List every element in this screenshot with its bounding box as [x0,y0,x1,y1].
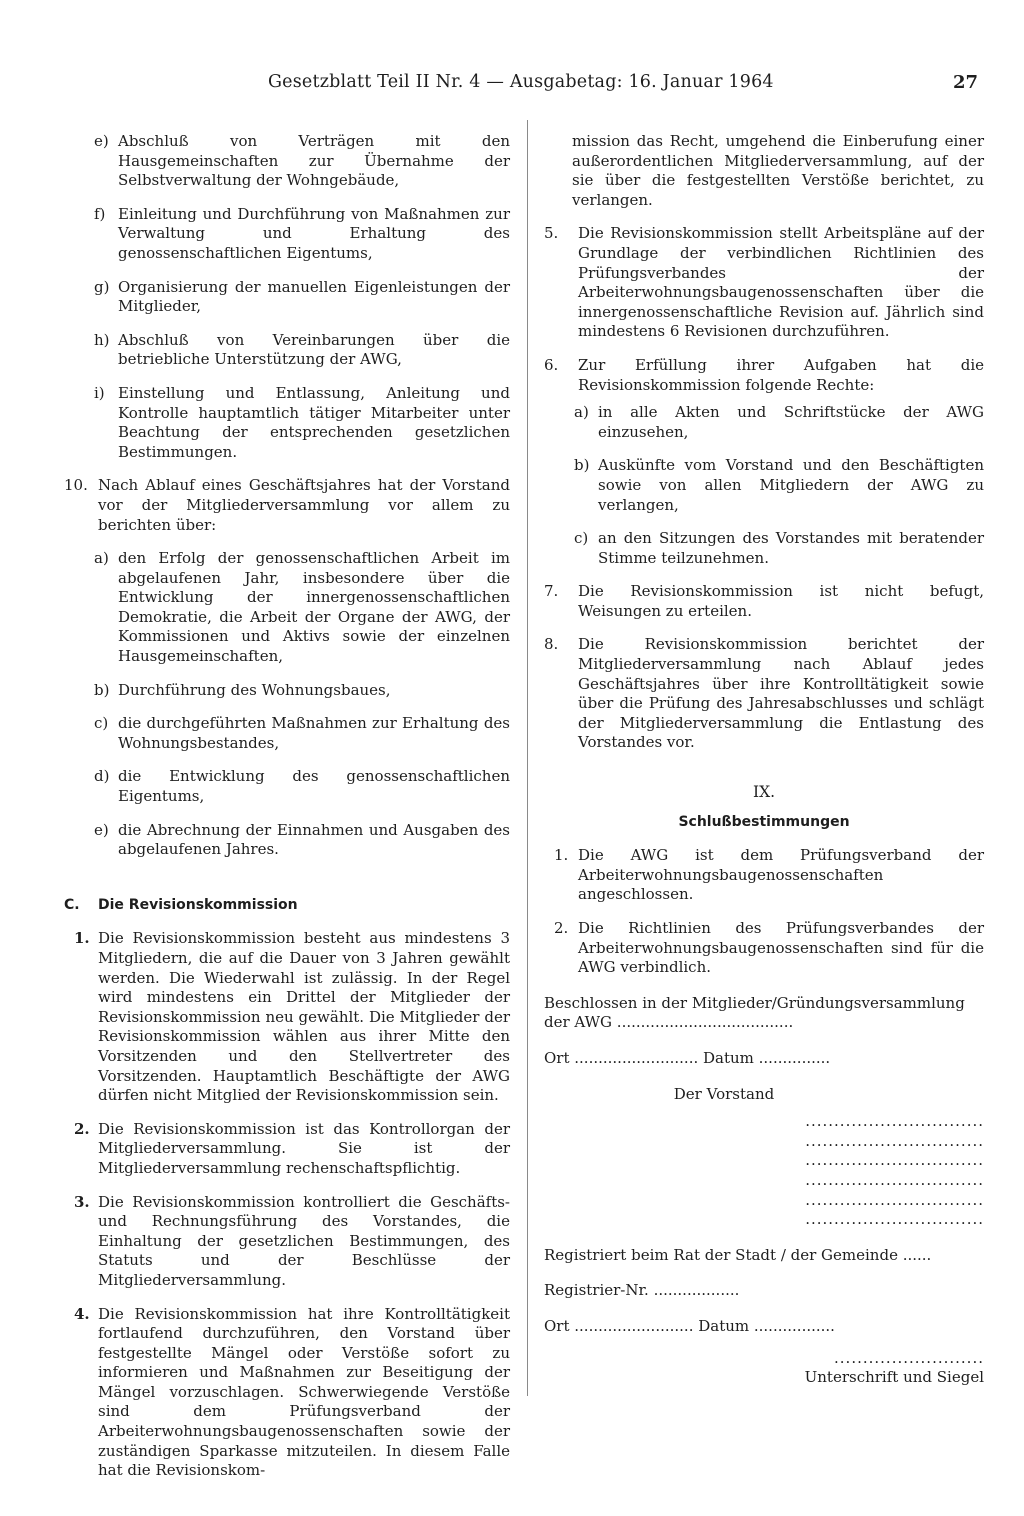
list-item [64,767,510,806]
item-label: 7. [544,582,559,601]
list-item [64,681,510,701]
item-text: Durchführung des Wohnungsbaues, [118,680,391,699]
item-text: Nach Ablauf eines Geschäftsjahres hat der Vorstand vor der Mitgliederversammlung vor allem zu berichten über: [98,476,510,534]
unterschrift-label: Unterschrift und Siegel [804,1368,984,1387]
form-registrier-nr: Registrier-Nr. .................. [544,1281,740,1300]
header-title: Gesetzblatt Teil II Nr. 4 — Ausgabetag: 16. Januar 1964 [268,72,774,92]
item-text: Die Richtlinien des Prüfungsverbandes der Arbeiterwohnungsbaugenossenschaften sind für die AWG verbindlich. [578,919,984,977]
item-label: 6. [544,355,559,374]
item-label: g) [94,277,110,296]
item-label: c) [574,529,589,548]
item-text: Abschluß von Vereinbarungen über die betriebliche Unterstützung der AWG, [118,330,510,369]
item-text: Die Revisionskommission stellt Arbeitspläne auf der Grundlage der verbindlichen Richtlinien des Prüfungsverbandes der Arbeiterwohnungsbaugenossenschaften über die innergenossenschaftliche Revision auf. Jährlich sind mindestens 6 Revisionen durchzuführen. [578,224,984,341]
item-label: d) [94,767,110,786]
list-item [64,278,510,317]
item-text: Die Revisionskommission kontrolliert die Geschäfts- und Rechnungsführung des Vorstandes, die Einhaltung der gesetzlichen Bestimmungen, des Statuts und der Beschlüsse der Mitgliederversammlung. [98,1192,510,1289]
item-label: 1. [74,929,90,948]
form-ort-datum: Ort .......................... Datum ............... [544,1048,831,1067]
section-title: Schlußbestimmungen [678,813,850,830]
form-ort-datum-2: Ort ......................... Datum ................. [544,1316,835,1335]
item-text: Abschluß von Verträgen mit den Hausgemeinschaften zur Übernahme der Selbstverwaltung der Wohngebäude, [118,132,510,190]
item-text: in alle Akten und Schriftstücke der AWG einzusehen, [598,403,984,441]
item-label: b) [94,680,110,699]
item-text: Die Revisionskommission besteht aus mindestens 3 Mitgliedern, die auf die Dauer von 3 Jahren gewählt werden. Die Wiederwahl ist zulässig. In der Regel wird mindestens ein Drittel der Mitglieder der Revisionskommission neu gewählt. Die Mitglieder der Revisionskommission wählen aus ihrer Mitte den Vorsitzenden und den Stellvertreter des Vorsitzenden. Hauptamtlich Beschäftigte der AWG dürfen nicht Mitglied der Revisionskommission sein. [98,929,510,1105]
column-divider [527,120,528,1396]
right-column [544,132,984,1388]
item-text: den Erfolg der genossenschaftlichen Arbeit im abgelaufenen Jahr, insbesondere über die Entwicklung der innergenossenschaftlichen Demokratie, die Arbeit der Organe der AWG, der Kommissionen und Aktivs sowie der einzelnen Hausgemeinschaften, [118,549,510,666]
item-label: 4. [74,1304,90,1323]
list-item [64,132,510,191]
list-item [64,384,510,462]
item-text: die Entwicklung des genossenschaftlichen Eigentums, [118,767,510,806]
signature-dots: .......................... [834,1348,984,1367]
item-label: i) [94,383,105,402]
item-label: a) [94,549,109,568]
list-item [544,635,984,753]
item-text: Die Revisionskommission berichtet der Mitgliederversammlung nach Ablauf jedes Geschäftsjahres über ihre Kontrolltätigkeit sowie über die Prüfung des Jahresabschlusses und schlägt der Mitgliederversammlung die Entlastung des Vorstandes vor. [578,635,984,752]
list-item [64,714,510,753]
form-beschlossen: Beschlossen in der Mitglieder/Gründungsversammlung [544,993,965,1012]
list-item [544,224,984,342]
list-item [64,821,510,860]
item-label: c) [94,714,109,733]
form-registriert: Registriert beim Rat der Stadt / der Gemeinde ...... [544,1245,932,1264]
list-item [64,1305,510,1481]
section-numeral: IX. [752,783,776,802]
form-der-awg: der AWG ..................................... [544,1013,794,1032]
item-label: e) [94,132,109,150]
item-label: 8. [544,635,559,654]
item-label: 1. [554,846,569,865]
signature-line: ............................... [805,1112,984,1131]
item-label: h) [94,330,110,349]
item-label: 2. [74,1119,90,1138]
item-label: 3. [74,1192,90,1211]
list-item [544,356,984,395]
item-text: Zur Erfüllung ihrer Aufgaben hat die Revisionskommission folgende Rechte: [578,355,984,394]
item-text: Organisierung der manuellen Eigenleistungen der Mitglieder, [118,277,510,316]
signature-line: ............................... [805,1151,984,1170]
signature-line: ............................... [805,1190,984,1209]
list-item [64,549,510,667]
item-text: Die Revisionskommission hat ihre Kontrolltätigkeit fortlaufend durchzuführen, den Vorstand über festgestellte Mängel oder Verstöße sofort zu informieren und Maßnahmen zur Beseitigung der Mängel vorzuschlagen. Schwerwiegende Verstöße sind dem Prüfungsverband der Arbeiterwohnungsbaugenossenschaften sowie der zuständigen Sparkasse mitzuteilen. In diesem Falle hat die Revisionskom- [98,1304,510,1480]
section-heading [64,896,510,916]
item-label: e) [94,820,109,839]
list-item [544,582,984,621]
item-text: Auskünfte vom Vorstand und den Beschäftigten sowie von allen Mitgliedern der AWG zu verlangen, [598,456,984,514]
item-text: die durchgeführten Maßnahmen zur Erhaltung des Wohnungsbestandes, [118,714,510,752]
list-item [64,205,510,264]
signature-line: ............................... [805,1210,984,1229]
list-item [544,403,984,442]
vorstand-label: Der Vorstand [673,1084,775,1103]
item-text: die Abrechnung der Einnahmen und Ausgaben des abgelaufenen Jahres. [118,820,510,859]
signature-line: ............................... [805,1170,984,1189]
item-label: b) [574,456,590,475]
item-label: a) [574,403,589,422]
item-text: Einleitung und Durchführung von Maßnahmen zur Verwaltung und Erhaltung des genossenschaftlichen Eigentums, [118,204,510,262]
item-label: 10. [64,476,88,495]
page-number: 27 [952,72,978,93]
list-item [64,476,510,535]
signature-line: ............................... [805,1131,984,1150]
left-column [64,132,510,1481]
page-header [0,72,1024,102]
item-label: 5. [544,224,559,243]
list-item [544,919,984,978]
section-title: Die Revisionskommission [98,896,298,913]
list-item [64,929,510,1105]
continuation-text: mission das Recht, umgehend die Einberufung einer außerordentlichen Mitgliederversammlung, auf der sie über die festgestellten Verstöße berichtet, zu verlangen. [572,132,984,209]
section-label: C. [64,896,80,913]
list-item [544,456,984,515]
item-text: Die AWG ist dem Prüfungsverband der Arbeiterwohnungsbaugenossenschaften angeschlossen. [578,846,984,904]
list-item [544,529,984,568]
list-item [544,846,984,905]
item-label: f) [94,204,106,223]
list-item [64,1120,510,1179]
item-text: an den Sitzungen des Vorstandes mit beratender Stimme teilzunehmen. [598,529,984,567]
item-text: Die Revisionskommission ist nicht befugt, Weisungen zu erteilen. [578,582,984,620]
item-text: Einstellung und Entlassung, Anleitung und Kontrolle hauptamtlich tätiger Mitarbeiter unter Beachtung der entsprechenden gesetzlichen Bestimmungen. [118,383,510,461]
list-item [64,1193,510,1291]
list-item [64,331,510,370]
item-label: 2. [554,919,569,937]
item-text: Die Revisionskommission ist das Kontrollorgan der Mitgliederversammlung. Sie ist der Mitgliederversammlung rechenschaftspflichtig. [98,1119,510,1177]
